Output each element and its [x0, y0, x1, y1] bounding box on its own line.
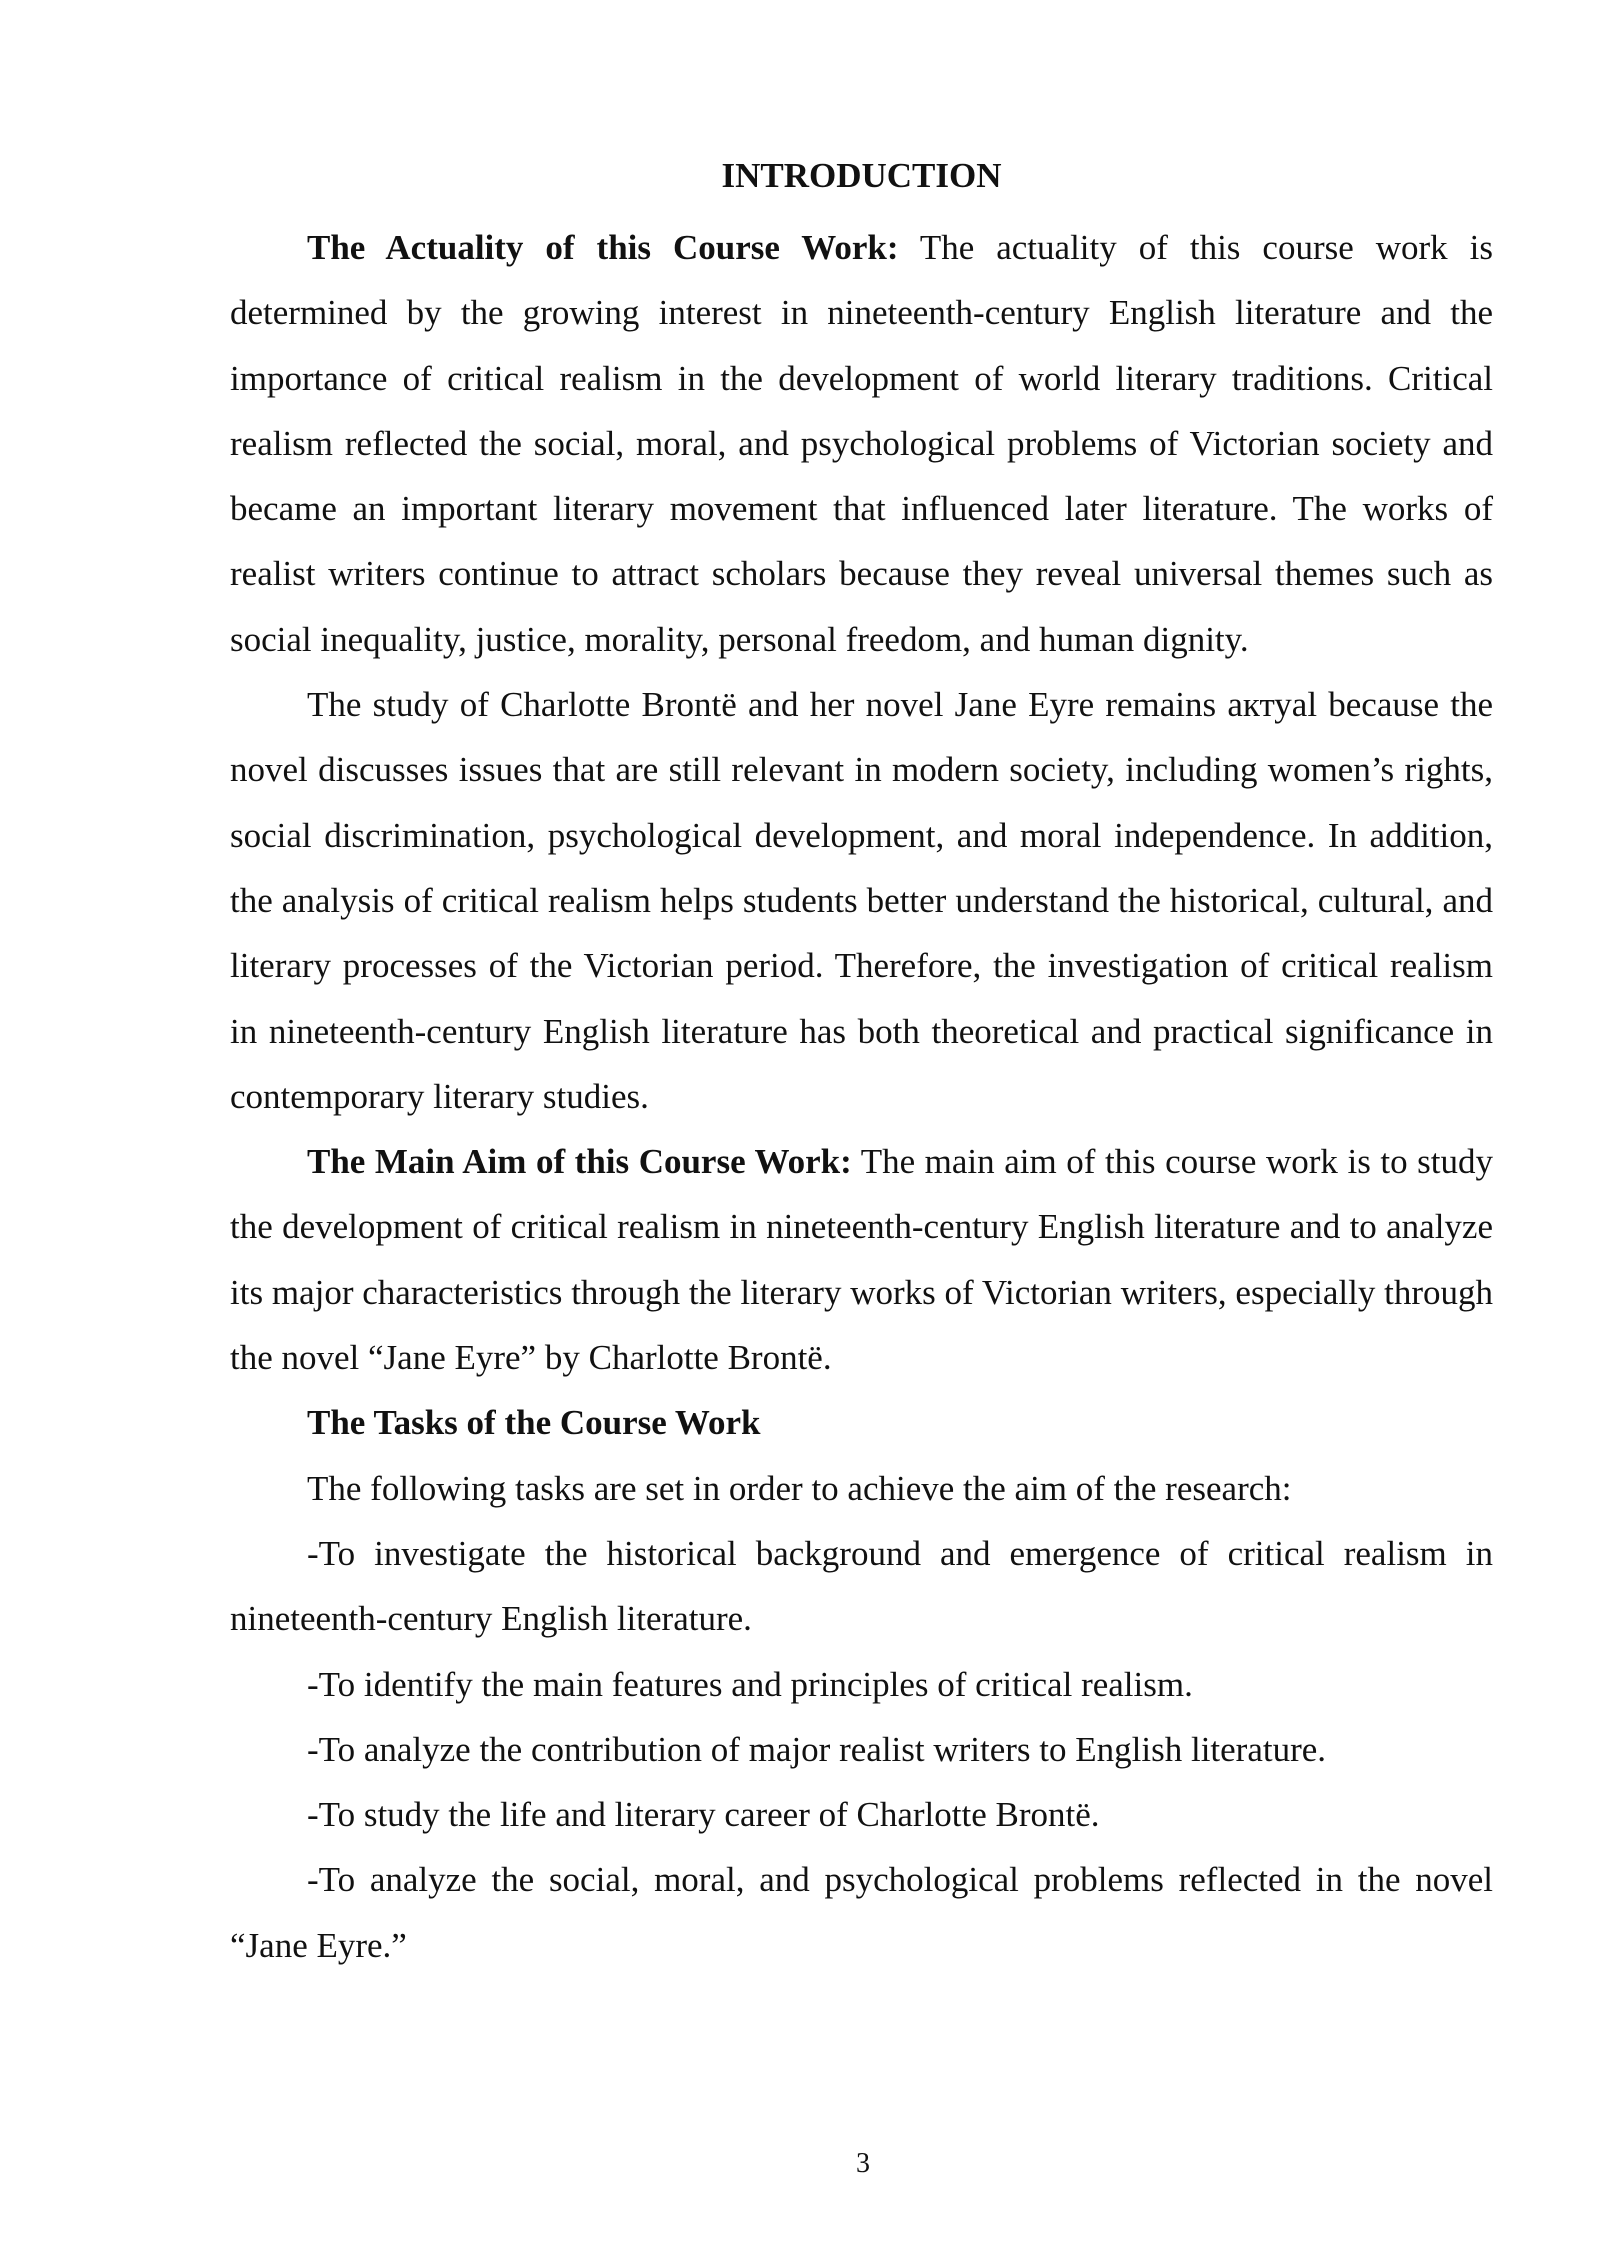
task-item: -To study the life and literary career of Charlotte Brontë. — [307, 1795, 1100, 1835]
main-aim-text: The main aim of this course work is to study the development of critical realism in nineteenth-century English literature and to analyze its major characteristics through the literary works of Victorian writers, especially through the novel “Jane Eyre” by Charlotte Brontë. — [230, 1142, 1493, 1378]
section-heading: INTRODUCTION — [721, 156, 1002, 195]
main-aim-paragraph — [230, 1129, 1493, 1390]
task-item: -To analyze the contribution of major realist writers to English literature. — [307, 1729, 1327, 1769]
task-item: -To identify the main features and principles of critical realism. — [307, 1664, 1193, 1704]
study-paragraph: The study of Charlotte Brontë and her novel Jane Eyre remains актуal because the novel discusses issues that are still relevant in modern society, including women’s rights, social discrimination, psychological development, and moral independence. In addition, the analysis of critical realism helps students better understand the historical, cultural, and literary processes of the Victorian period. Therefore, the investigation of critical realism in nineteenth-century English literature has both theoretical and practical significance in contemporary literary studies. — [230, 685, 1493, 1116]
actuality-text: The actuality of this course work is determined by the growing interest in nineteenth-century English literature and the importance of critical realism in the development of world literary traditions. Critical realism reflected the social, moral, and psychological problems of Victorian society and became an important literary movement that influenced later literature. The works of realist writers continue to attract scholars because they reveal universal themes such as social inequality, justice, morality, personal freedom, and human dignity. — [230, 228, 1493, 659]
main-aim-label: The Main Aim of this Course Work: — [307, 1142, 852, 1182]
actuality-paragraph — [230, 215, 1493, 672]
tasks-heading-text: The Tasks of the Course Work — [307, 1403, 761, 1443]
page-number: 3 — [856, 2148, 870, 2179]
tasks-intro: The following tasks are set in order to achieve the aim of the research: — [307, 1468, 1292, 1508]
task-item: -To analyze the social, moral, and psychological problems reflected in the novel “Jane Eyre.” — [230, 1860, 1493, 1965]
task-item: -To investigate the historical background and emergence of critical realism in nineteenth-century English literature. — [230, 1533, 1493, 1639]
actuality-label: The Actuality of this Course Work: — [307, 228, 899, 267]
document-page — [230, 150, 1493, 1978]
tasks-heading — [230, 1390, 1493, 1455]
